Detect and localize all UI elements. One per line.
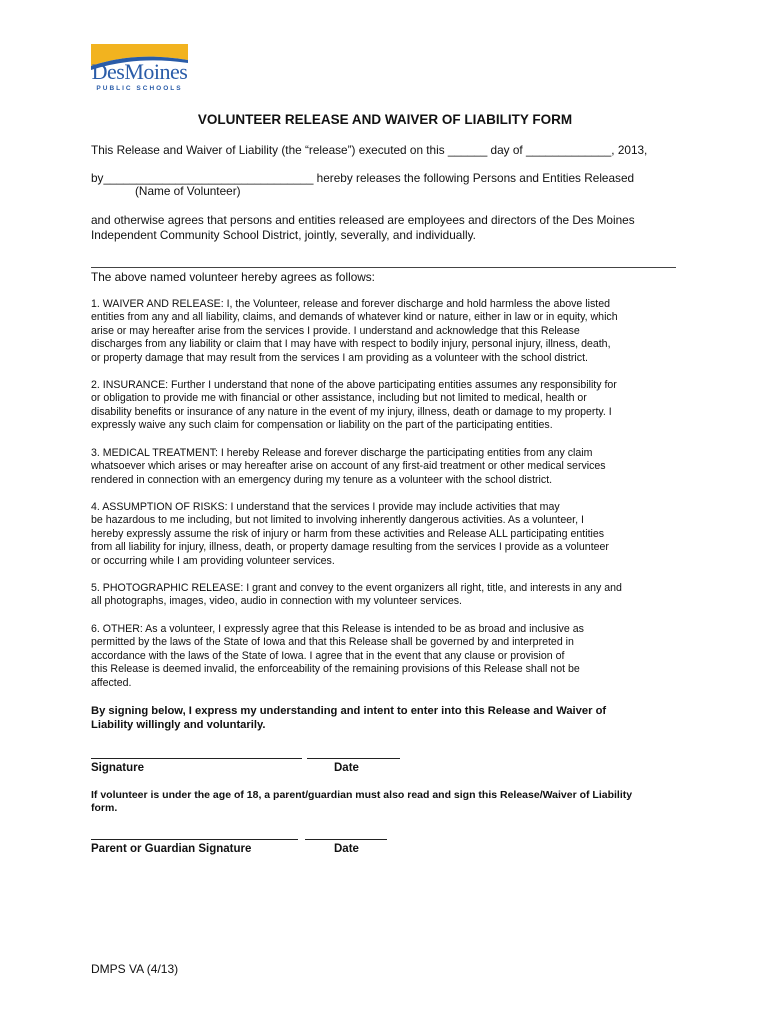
- section-line: accordance with the laws of the State of Iowa. I agree that in the event that any clause or provision of: [91, 649, 565, 662]
- signing-statement: [91, 704, 671, 732]
- section-line: or property damage that may result from the services I am providing as a volunteer with the school district.: [91, 351, 588, 364]
- section-line: from all liability for injury, illness, death, or property damage resulting from the services I provide as a volunteer: [91, 541, 609, 554]
- signature-label: Signature: [91, 762, 145, 774]
- logo-subtitle: PUBLIC SCHOOLS: [96, 85, 183, 92]
- by-line: by________________________________ hereby releases the following Persons and Entities Released: [91, 171, 635, 185]
- section-line: this Release is deemed invalid, the enforceability of the remaining provisions of this Release shall not be: [91, 663, 580, 676]
- section-line: or occurring while I am providing volunteer services.: [91, 554, 335, 567]
- section-line: disability benefits or insurance of any nature in the event of my injury, illness, death or damage to my property. I: [91, 405, 612, 418]
- section-line: 4. ASSUMPTION OF RISKS: I understand that the services I provide may include activities that may: [91, 501, 560, 513]
- statement-line: By signing below, I express my understanding and intent to enter into this Release and Waiver of: [91, 705, 607, 717]
- section-line: 5. PHOTOGRAPHIC RELEASE: I grant and convey to the event organizers all right, title, and interests in any and: [91, 582, 622, 594]
- section-line: 1. WAIVER AND RELEASE: I, the Volunteer, release and forever discharge and hold harmless the above listed: [91, 298, 610, 310]
- section-line: permitted by the laws of the State of Iowa and that this Release shall be governed by and interpreted in: [91, 636, 574, 649]
- des-moines-logo: [91, 44, 188, 98]
- section-insurance: [91, 379, 671, 433]
- intro-line: This Release and Waiver of Liability (the “release”) executed on this ______ day of _____________, 2013,: [91, 143, 648, 157]
- agrees-follows: The above named volunteer hereby agrees as follows:: [91, 270, 375, 284]
- section-line: rendered in connection with an emergency during my tenure as a volunteer with the school district.: [91, 473, 553, 486]
- section-line: discharges from any liability or claim that I may have with respect to bodily injury, personal injury, illness, death,: [91, 338, 611, 351]
- section-line: expressly waive any such claim for compensation or liability on the part of the participating entities.: [91, 419, 553, 432]
- date-label: Date: [334, 762, 359, 774]
- section-line: all photographs, images, video, audio in connection with my volunteer services.: [91, 595, 462, 608]
- form-title: VOLUNTEER RELEASE AND WAIVER OF LIABILITY FORM: [197, 112, 573, 127]
- section-line: or obligation to provide me with financial or other assistance, including but not limited to medical, health or: [91, 392, 587, 405]
- parent-date-label: Date: [334, 843, 359, 855]
- minor-notice: [91, 789, 671, 815]
- agree-line-2: Independent Community School District, jointly, severally, and individually.: [91, 228, 476, 242]
- agree-line-1: and otherwise agrees that persons and entities released are employees and directors of the Des Moines: [91, 213, 635, 227]
- section-line: 2. INSURANCE: Further I understand that none of the above participating entities assumes any responsibility for: [91, 379, 617, 391]
- section-risks: [91, 501, 671, 568]
- section-line: affected.: [91, 676, 132, 689]
- section-line: 6. OTHER: As a volunteer, I expressly agree that this Release is intended to be as broad and inclusive as: [91, 623, 584, 635]
- section-medical: [91, 447, 671, 487]
- statement-line: Liability willingly and voluntarily.: [91, 719, 266, 731]
- section-line: hereby expressly assume the risk of injury or harm from these activities and Release ALL participating entities: [91, 527, 605, 540]
- name-caption: (Name of Volunteer): [135, 184, 241, 198]
- section-line: whatsoever which arises or may hereafter arise on account of any first-aid treatment or other medical services: [91, 460, 606, 473]
- notice-line: form.: [91, 802, 118, 814]
- section-line: arise or may hereafter arise from the services I provide. I understand and acknowledge that this Release: [91, 324, 580, 337]
- parent-signature-line[interactable]: [91, 839, 298, 840]
- divider: [91, 267, 676, 268]
- form-code-footer: DMPS VA (4/13): [91, 962, 179, 976]
- section-other: [91, 623, 671, 690]
- section-line: 3. MEDICAL TREATMENT: I hereby Release and forever discharge the participating entities from any claim: [91, 447, 593, 459]
- notice-line: If volunteer is under the age of 18, a parent/guardian must also read and sign this Release/Waiver of Liability: [91, 789, 633, 801]
- logo-wordmark: DesMoines: [91, 59, 188, 84]
- section-line: entities from any and all liability, claims, and demands of whatever kind or nature, either in law or in equity, which: [91, 311, 618, 324]
- signature-line[interactable]: [91, 758, 302, 759]
- section-photographic: [91, 582, 671, 609]
- parent-date-line[interactable]: [305, 839, 387, 840]
- section-line: be hazardous to me including, but not limited to involving inherently dangerous activities. As a volunteer, I: [91, 514, 584, 527]
- parent-signature-label: Parent or Guardian Signature: [91, 843, 252, 855]
- section-waiver: [91, 298, 671, 365]
- date-line[interactable]: [307, 758, 400, 759]
